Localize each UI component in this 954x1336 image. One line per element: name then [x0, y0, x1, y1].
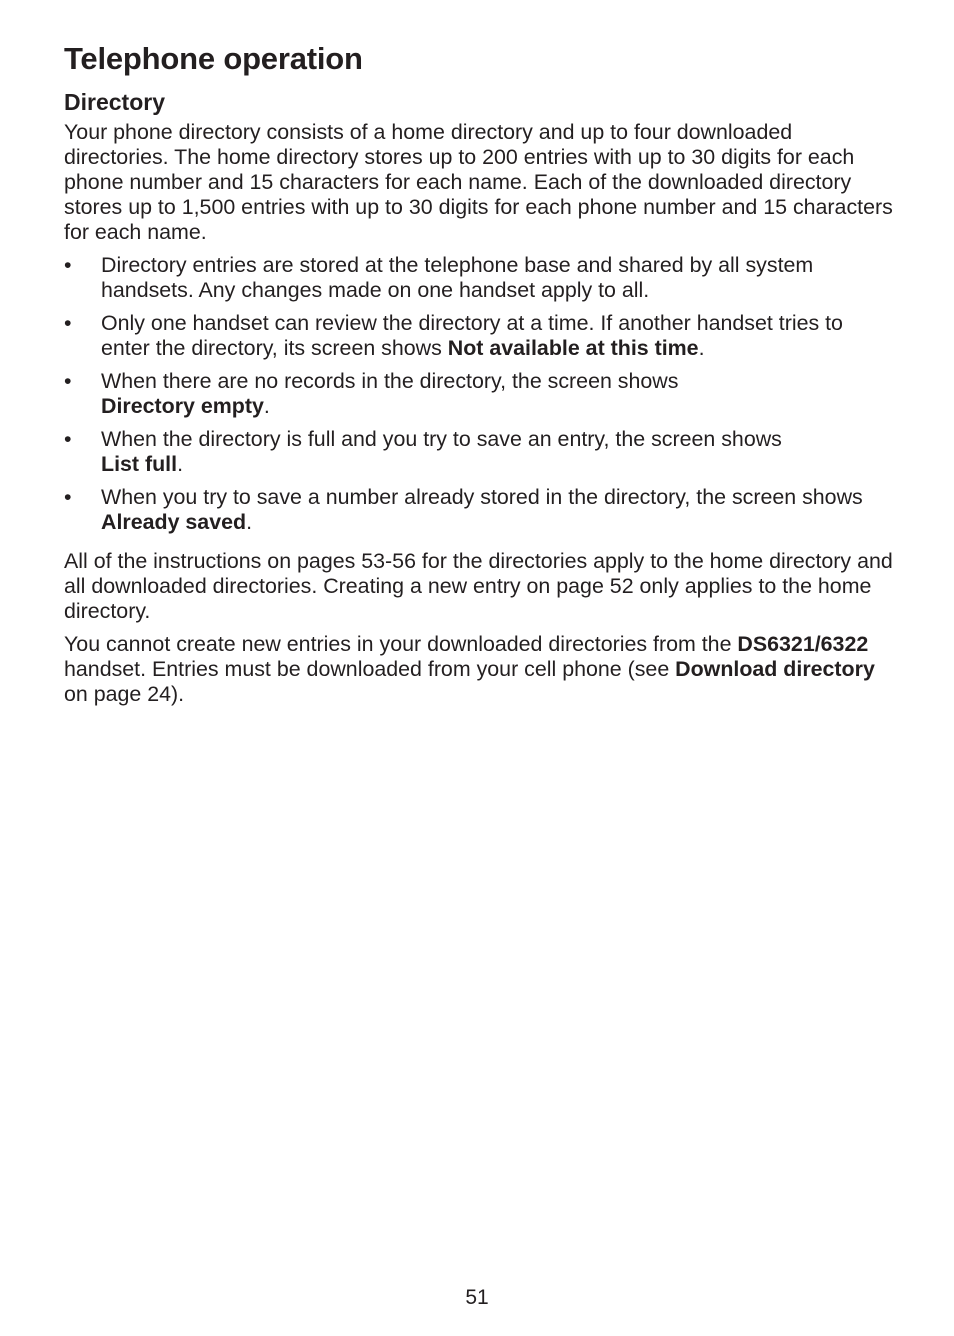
download-paragraph: [64, 632, 894, 707]
section-heading-directory: Directory: [64, 89, 165, 115]
screen-message: Not available at this time: [447, 336, 699, 360]
bullet-icon: •: [64, 311, 72, 335]
bullet-text: When you try to save a number already stored in the directory, the screen shows: [101, 485, 863, 509]
bullet-text: Directory entries are stored at the telephone base and shared by all system handsets. Any changes made on one handset apply to all.: [101, 253, 814, 302]
page-number: 51: [465, 1286, 489, 1309]
model-number: DS6321/6322: [737, 632, 869, 656]
document-page: [64, 40, 894, 715]
bullet-text: When the directory is full and you try to save an entry, the screen shows: [101, 427, 782, 451]
bullet-text: When there are no records in the directory, the screen shows: [101, 369, 679, 393]
bullet-text-end: .: [246, 510, 253, 534]
intro-paragraph: Your phone directory consists of a home directory and up to four downloaded directories. The home directory stores up to 200 entries with up to 30 digits for each phone number and 15 characters for each name. Each of the downloaded directory stores up to 1,500 entries with up to 30 digits for each phone number and 15 characters for each name.: [64, 120, 893, 244]
bullet-text-end: .: [177, 452, 184, 476]
download-directory-reference: Download directory: [675, 657, 875, 681]
bullet-icon: •: [64, 369, 72, 393]
bullet-icon: •: [64, 253, 72, 277]
screen-message: List full: [101, 452, 178, 476]
download-text: You cannot create new entries in your downloaded directories from the: [64, 632, 738, 656]
bullet-icon: •: [64, 485, 72, 509]
download-text-end: on page 24).: [64, 682, 185, 706]
list-item: [64, 311, 894, 361]
list-item: [64, 485, 894, 535]
bullet-icon: •: [64, 427, 72, 451]
download-text: handset. Entries must be downloaded from your cell phone (see: [64, 657, 676, 681]
directory-notes-list: [64, 253, 894, 535]
screen-message: Directory empty: [101, 394, 264, 418]
bullet-text: Only one handset can review the directory at a time. If another handset tries to enter the directory, its screen shows: [101, 311, 843, 360]
list-item: [64, 427, 894, 477]
page-title: Telephone operation: [64, 41, 363, 76]
list-item: [64, 369, 894, 419]
list-item: [64, 253, 894, 303]
bullet-text-end: .: [698, 336, 705, 360]
bullet-text-end: .: [263, 394, 270, 418]
instructions-paragraph: All of the instructions on pages 53-56 for the directories apply to the home directory and all downloaded directories. Creating a new entry on page 52 only applies to the home directory.: [64, 549, 893, 623]
screen-message: Already saved: [101, 510, 247, 534]
